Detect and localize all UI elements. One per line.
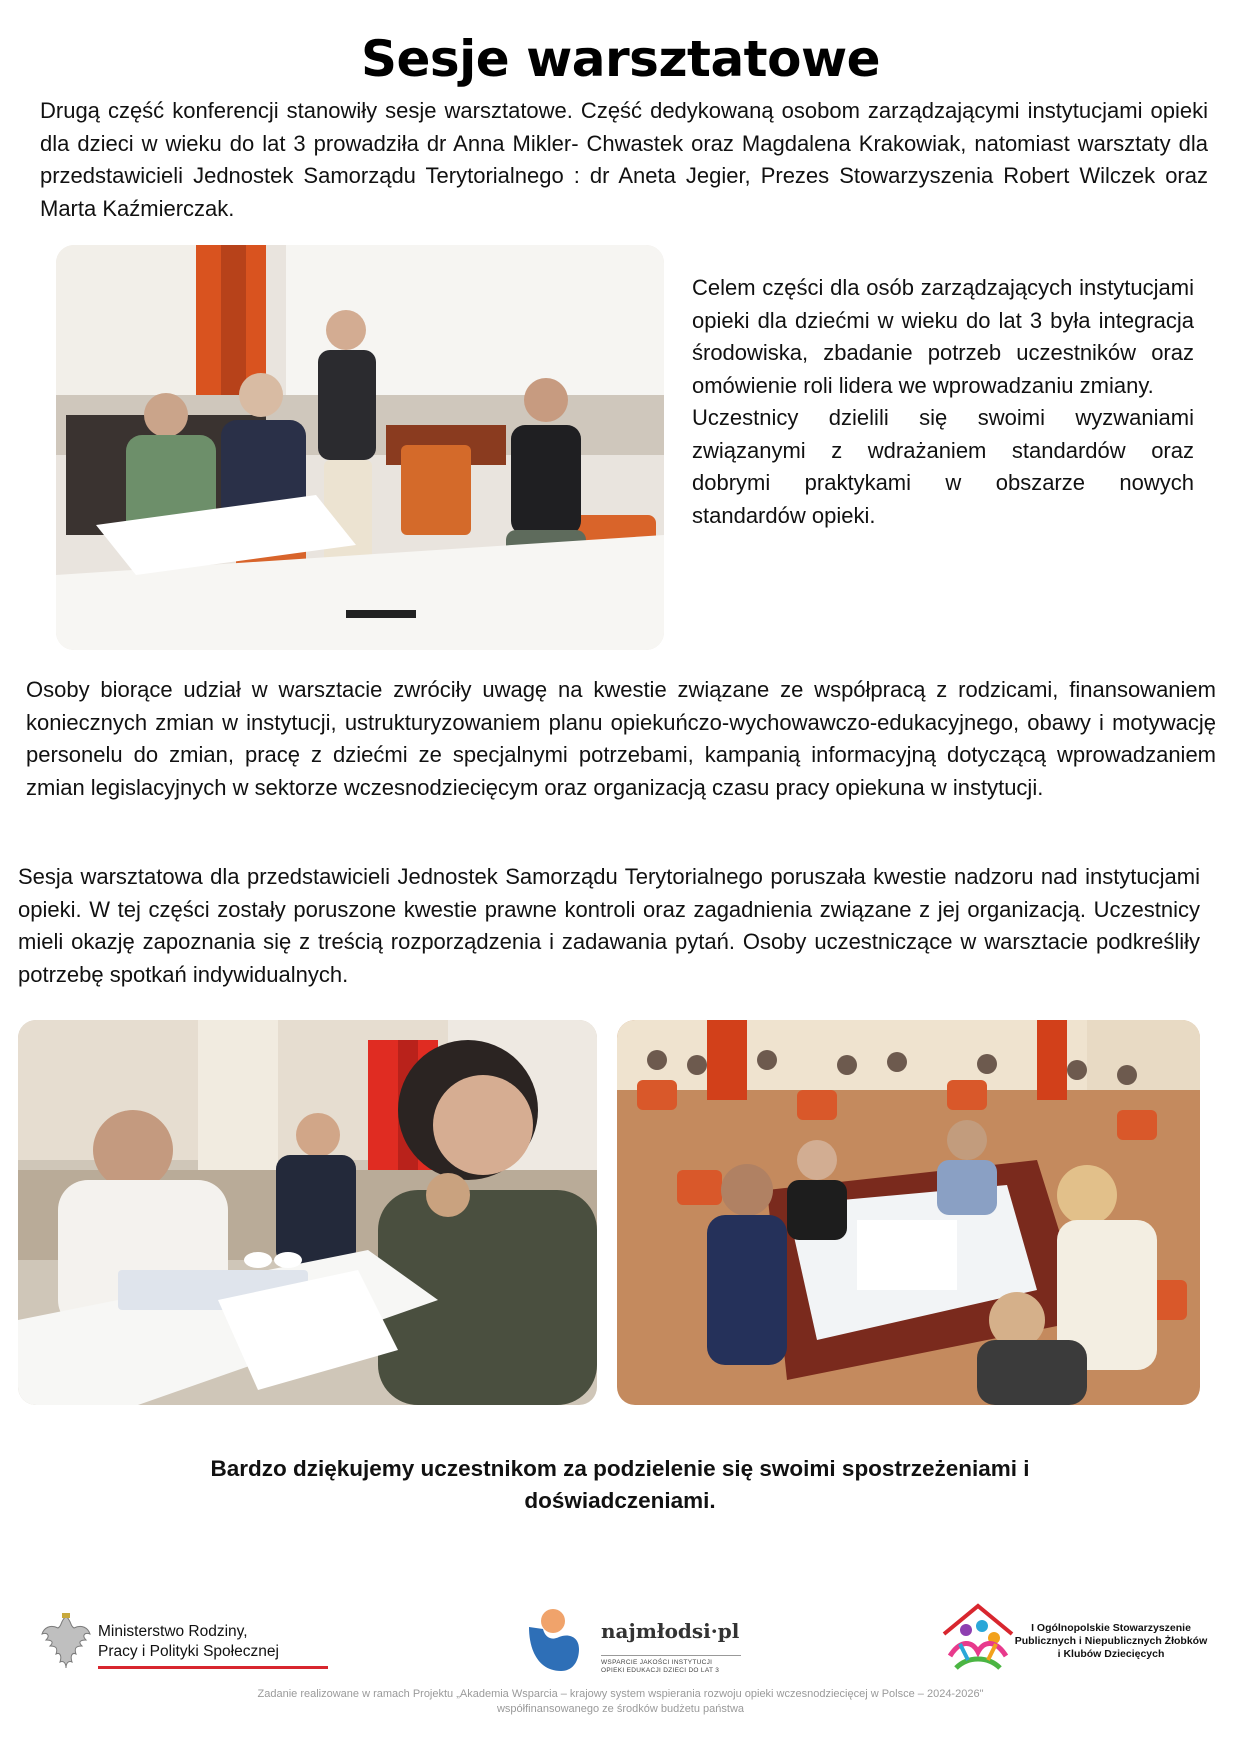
association-name bbox=[1014, 1622, 1208, 1661]
najmlodsi-tagline-1: WSPARCIE JAKOŚCI INSTYTUCJI bbox=[601, 1659, 713, 1666]
eagle-emblem-icon bbox=[40, 1612, 92, 1672]
thanks-message: Bardzo dziękujemy uczestnikom za podzielenie się swoimi spostrzeżeniami i doświadczeniami. bbox=[210, 1456, 1030, 1513]
association-logo bbox=[938, 1600, 1208, 1680]
ministry-name bbox=[98, 1622, 279, 1662]
goal-paragraph-2: Uczestnicy dzielili się swoimi wyzwaniami związanymi z wdrażaniem standardów oraz dobrymi praktykami w obszarze nowych standardów opieki. bbox=[692, 405, 1194, 528]
goal-paragraph-1: Celem części dla osób zarządzających instytucjami opieki dla dziećmi w wieku do lat 3 była integracja środowiska, zbadanie potrzeb uczestników oraz omówienie roli lidera we wprowadzaniu zmiany. bbox=[692, 275, 1194, 398]
ministry-line-2: Pracy i Polityki Społecznej bbox=[98, 1643, 279, 1660]
intro-paragraph: Drugą część konferencji stanowiły sesje warsztatowe. Część dedykowaną osobom zarządzającymi instytucjami opieki dla dzieci w wieku do lat 3 prowadziła dr Anna Mikler- Chwastek oraz Magdalena Krakowiak, natomiast warsztaty dla przedstawicieli Jednostek Samorządu Terytorialnego : dr Aneta Jegier, Prezes Stowarzyszenia Robert Wilczek oraz Marta Kaźmierczak. bbox=[40, 98, 1208, 221]
najmlodsi-tagline-2: OPIEKI EDUKACJI DZIECI DO LAT 3 bbox=[601, 1667, 720, 1674]
najmlodsi-logo bbox=[525, 1607, 740, 1677]
ministry-line-1: Ministerstwo Rodziny, bbox=[98, 1623, 248, 1640]
workshop-photo-speaker bbox=[56, 245, 664, 650]
najmlodsi-brand: najmłodsi·pl bbox=[601, 1619, 740, 1643]
funding-note-line-2: współfinansowanego ze środków budżetu państwa bbox=[496, 1703, 745, 1715]
najmlodsi-tagline bbox=[601, 1655, 741, 1675]
page-title: Sesje warsztatowe bbox=[360, 30, 881, 88]
association-line-1: I Ogólnopolskie Stowarzyszenie bbox=[1031, 1622, 1191, 1634]
association-line-2: Publicznych i Niepublicznych Żłobków bbox=[1014, 1635, 1208, 1647]
colorful-house-icon bbox=[938, 1600, 1018, 1678]
workshop-photo-table-closeup bbox=[18, 1020, 597, 1405]
goal-text bbox=[692, 272, 1194, 532]
ministry-logo bbox=[40, 1612, 300, 1674]
jst-session-paragraph: Sesja warsztatowa dla przedstawicieli Jednostek Samorządu Terytorialnego poruszała kwestie nadzoru nad instytucjami opieki. W tej części zostały poruszone kwestie prawne kontroli oraz zagadnienia związane z jej organizacją. Uczestnicy mieli okazję zapoznania się z treścią rozporządzenia i zadawania pytań. Osoby uczestniczące w warsztacie podkreśliły potrzebę spotkań indywidualnych. bbox=[18, 864, 1200, 987]
topics-paragraph: Osoby biorące udział w warsztacie zwróciły uwagę na kwestie związane ze współpracą z rodzicami, finansowaniem koniecznych zmian w instytucji, ustrukturyzowaniem planu opiekuńczo-wychowawczo-edukacyjnego, obawy i motywację personelu do zmian, pracę z dziećmi ze specjalnymi potrzebami, kampanią informacyjną dotyczącą wprowadzaniem zmian legislacyjnych w sektorze wczesnodziecięcym oraz organizacją czasu pracy opiekuna w instytucji. bbox=[26, 677, 1216, 800]
najmlodsi-mark-icon bbox=[525, 1607, 581, 1675]
funding-note bbox=[60, 1687, 1181, 1717]
funding-note-line-1: Zadanie realizowane w ramach Projektu „Akademia Wsparcia – krajowy system wspierania rozwoju opieki wczesnodziecięcej w Polsce – 2024-2026" bbox=[257, 1688, 984, 1700]
ministry-underline bbox=[98, 1666, 328, 1669]
workshop-photo-room-overview bbox=[617, 1020, 1200, 1405]
association-line-3: i Klubów Dziecięcych bbox=[1057, 1648, 1165, 1660]
